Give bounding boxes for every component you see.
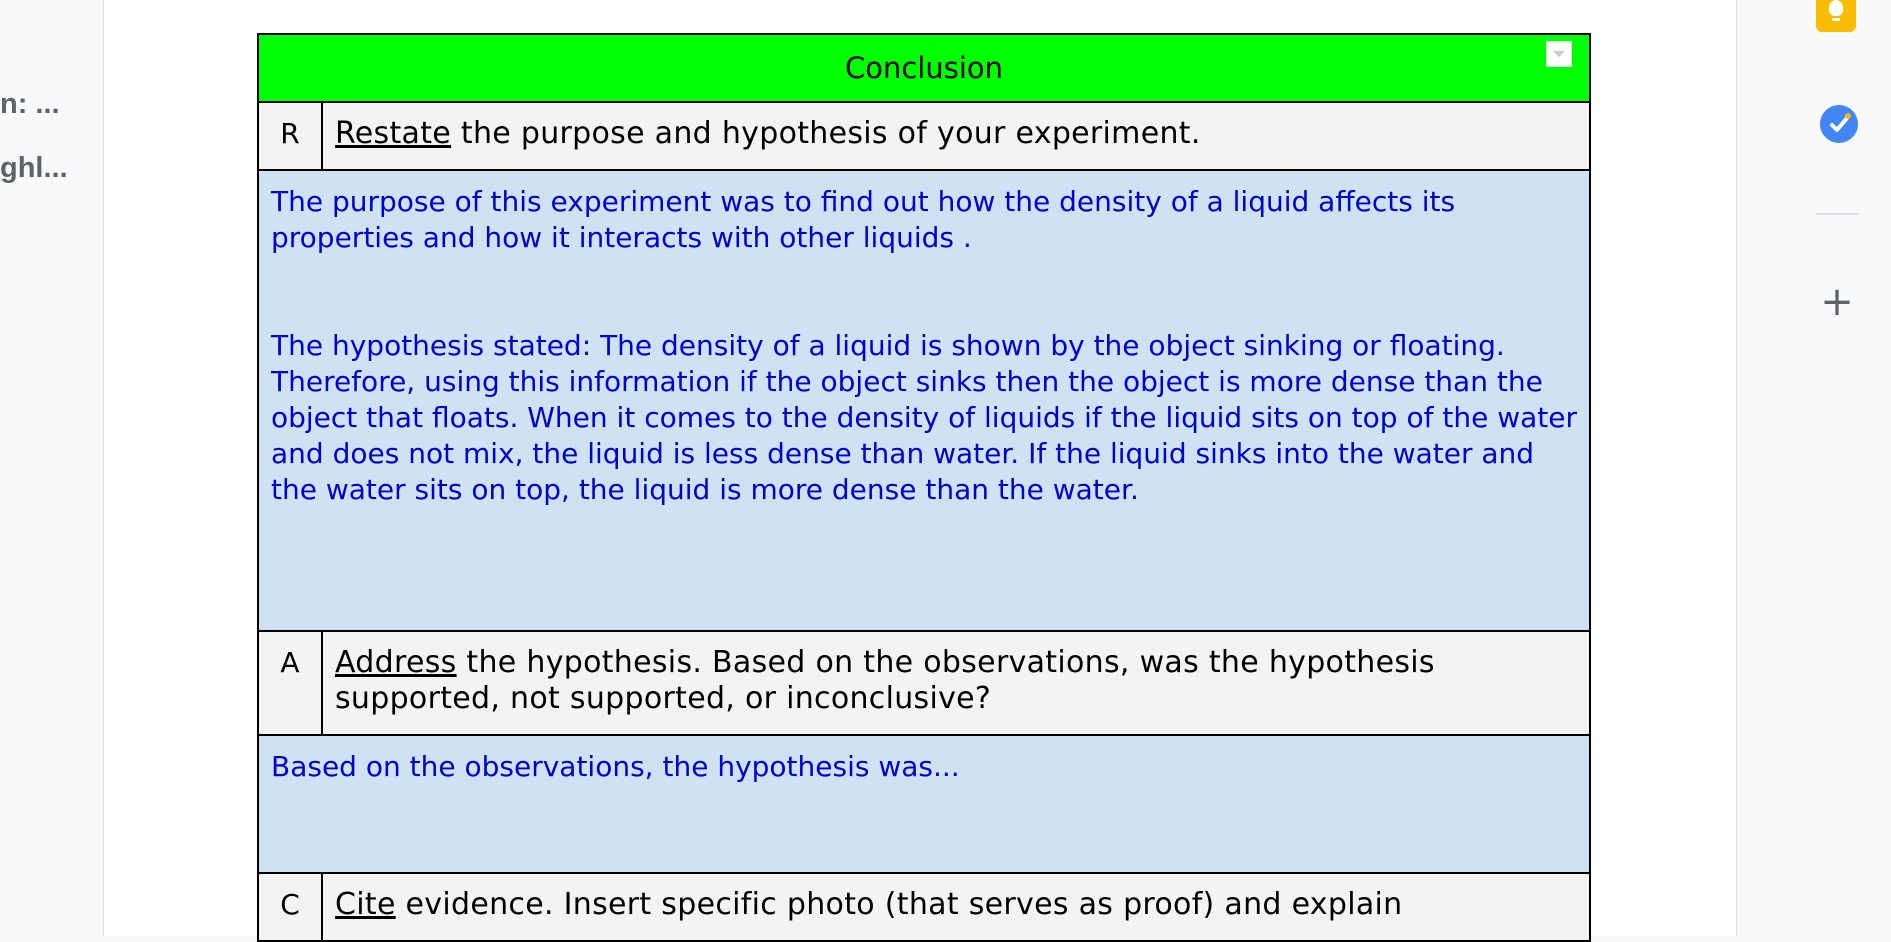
prompt-keyword: Cite [335, 887, 396, 922]
prompt-row-restate [259, 103, 1589, 171]
answer-paragraph: The purpose of this experiment was to find out how the density of a liquid affects its properties and how it interacts with other liquids . [271, 185, 1456, 254]
answer-row-address[interactable] [259, 736, 1589, 874]
chevron-down-icon[interactable] [1546, 41, 1572, 67]
prompt-rest: the hypothesis. Based on the observations, was the hypothesis supported, not supported, or inconclusive? [335, 645, 1435, 716]
prompt-text[interactable] [323, 103, 1589, 169]
prompt-letter: C [259, 874, 323, 940]
plus-icon[interactable]: + [1820, 279, 1854, 325]
prompt-row-address [259, 632, 1589, 736]
table-header-row [259, 35, 1589, 103]
answer-spacer [271, 256, 1577, 328]
answer-paragraph: Based on the observations, the hypothesis was... [271, 750, 960, 783]
prompt-rest: the purpose and hypothesis of your experiment. [451, 116, 1201, 151]
prompt-text[interactable] [323, 632, 1589, 734]
table-title: Conclusion [844, 51, 1004, 85]
answer-row-restate[interactable] [259, 171, 1589, 632]
prompt-letter: A [259, 632, 323, 734]
bulb-base [1832, 18, 1840, 21]
outline-item[interactable]: ghl... [0, 152, 68, 184]
tasks-check-glyph [1820, 105, 1858, 143]
tasks-check-icon[interactable] [1820, 105, 1858, 143]
prompt-rest: evidence. Insert specific photo (that serves as proof) and explain [395, 887, 1403, 922]
bulb-shape [1829, 0, 1843, 16]
prompt-letter: R [259, 103, 323, 169]
answer-paragraph: The hypothesis stated: The density of a liquid is shown by the object sinking or floating. Therefore, using this information if the object sinks then the object is more dense than the object that floats. When it comes to the density of liquids if the liquid sits on top of the water and does not mix, the liquid is less dense than water. If the liquid sinks into the water and the water sits on top, the liquid is more dense than the water. [271, 329, 1577, 506]
prompt-text[interactable] [323, 874, 1589, 940]
prompt-keyword: Address [335, 645, 457, 680]
prompt-row-cite [259, 874, 1589, 940]
outline-item[interactable]: n: ... [0, 88, 60, 120]
keep-lightbulb-icon[interactable] [1816, 0, 1856, 32]
conclusion-table [257, 33, 1591, 942]
side-panel-divider [1816, 213, 1858, 215]
prompt-keyword: Restate [335, 116, 452, 151]
document-outline-panel [0, 0, 96, 936]
